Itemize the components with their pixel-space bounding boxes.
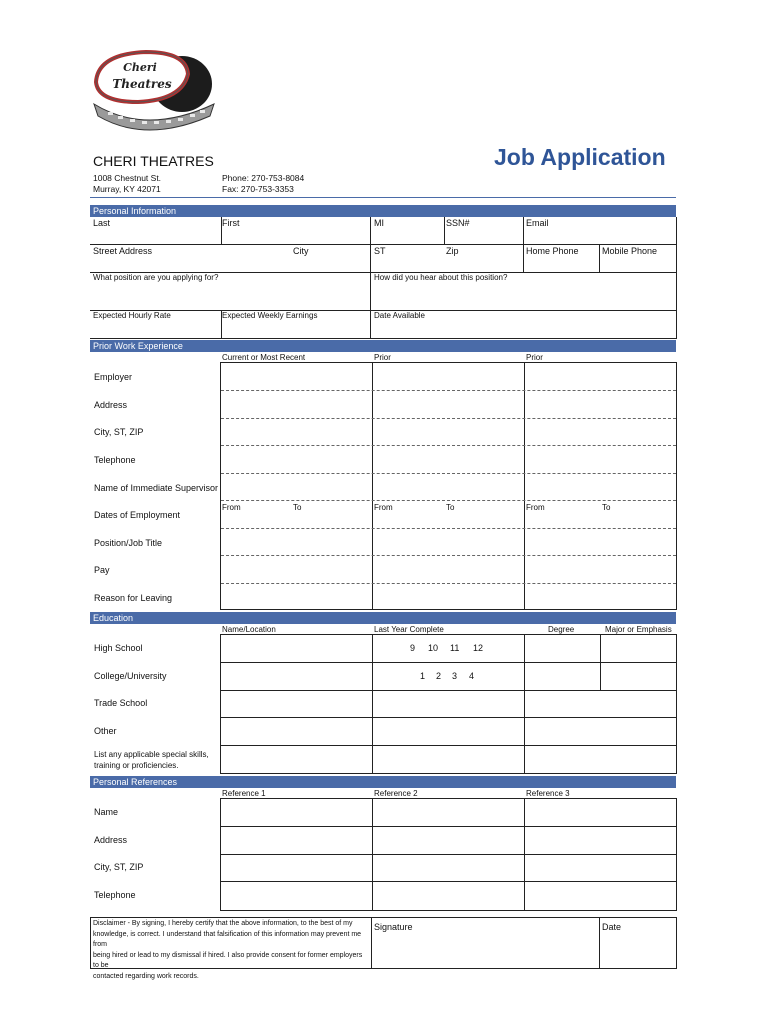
disclaimer-line1: Disclaimer - By signing, I hereby certify that the above information, to the best of my [93, 920, 353, 927]
edu-col-year: Last Year Complete [374, 625, 444, 634]
skills-line1: List any applicable special skills, [94, 750, 209, 759]
company-street: 1008 Chestnut St. [93, 173, 162, 183]
logo-line2: Theatres [112, 77, 172, 91]
cheri-theatres-logo [86, 44, 226, 136]
company-fax: Fax: 270-753-3353 [222, 184, 294, 194]
work-from-3: From [526, 503, 545, 512]
label-hourly-rate: Expected Hourly Rate [93, 311, 171, 320]
education-grid [220, 634, 677, 774]
hs-year-10: 10 [428, 643, 439, 653]
label-mobile-phone: Mobile Phone [602, 246, 658, 256]
label-zip: Zip [446, 246, 459, 256]
references-grid [220, 798, 677, 911]
label-date-available: Date Available [374, 311, 425, 320]
work-to-3: To [602, 503, 611, 512]
ref-col-2: Reference 2 [374, 789, 418, 798]
label-email: Email [526, 218, 549, 228]
skills-line2: training or proficiencies. [94, 761, 179, 770]
work-row-city: City, ST, ZIP [94, 427, 144, 437]
work-col-2: Prior [374, 353, 391, 362]
company-name: CHERI THEATRES [93, 153, 214, 169]
edu-row-other: Other [94, 726, 117, 736]
work-to-1: To [293, 503, 302, 512]
label-first: First [222, 218, 240, 228]
disclaimer-line3: being hired or lead to my dismissal if hired. I also provide consent for former employers to be [93, 951, 363, 969]
work-row-supervisor: Name of Immediate Supervisor [94, 483, 219, 493]
work-row-address: Address [94, 400, 128, 410]
label-city: City [293, 246, 309, 256]
work-row-reason: Reason for Leaving [94, 593, 173, 603]
disclaimer [93, 919, 369, 982]
label-home-phone: Home Phone [526, 246, 579, 256]
edu-row-highschool: High School [94, 643, 143, 653]
ref-row-telephone: Telephone [94, 890, 136, 900]
work-row-dates: Dates of Employment [94, 510, 181, 520]
work-from-2: From [374, 503, 393, 512]
college-year-4: 4 [469, 671, 475, 681]
ref-row-address: Address [94, 835, 128, 845]
edu-col-major: Major or Emphasis [605, 625, 672, 634]
date-label: Date [602, 922, 622, 932]
hs-year-9: 9 [410, 643, 416, 653]
label-last: Last [93, 218, 111, 228]
work-header: Prior Work Experience [90, 340, 676, 352]
work-grid [220, 362, 677, 610]
hs-year-11: 11 [450, 643, 460, 653]
edu-col-name: Name/Location [222, 625, 276, 634]
personal-info-header: Personal Information [90, 205, 676, 217]
header-rule [90, 197, 676, 198]
work-row-pay: Pay [94, 565, 110, 575]
hs-year-12: 12 [473, 643, 484, 653]
references-header: Personal References [90, 776, 676, 788]
label-mi: MI [374, 218, 384, 228]
ref-row-city: City, ST, ZIP [94, 862, 144, 872]
company-city: Murray, KY 42071 [93, 184, 161, 194]
education-header: Education [90, 612, 676, 624]
college-year-3: 3 [452, 671, 458, 681]
work-to-2: To [446, 503, 455, 512]
college-year-1: 1 [420, 671, 426, 681]
page-title: Job Application [494, 144, 666, 170]
work-col-3: Prior [526, 353, 543, 362]
edu-row-college: College/University [94, 671, 167, 681]
work-from-1: From [222, 503, 241, 512]
work-row-employer: Employer [94, 372, 133, 382]
disclaimer-line4: contacted regarding work records. [93, 972, 199, 980]
label-position: What position are you applying for? [93, 273, 219, 282]
disclaimer-line2: knowledge, is correct. I understand that falsification of this information may prevent me from [93, 930, 362, 948]
label-st: ST [374, 246, 386, 256]
company-phone: Phone: 270-753-8084 [222, 173, 305, 183]
college-year-2: 2 [436, 671, 442, 681]
work-col-1: Current or Most Recent [222, 353, 306, 362]
label-ssn: SSN# [446, 218, 470, 228]
logo-line1: Cheri [123, 61, 157, 74]
label-weekly-earnings: Expected Weekly Earnings [222, 311, 318, 320]
ref-col-3: Reference 3 [526, 789, 570, 798]
edu-row-trade: Trade School [94, 698, 148, 708]
signature-label: Signature [374, 922, 413, 932]
work-row-telephone: Telephone [94, 455, 136, 465]
label-heard: How did you hear about this position? [374, 273, 508, 282]
edu-col-degree: Degree [548, 625, 575, 634]
ref-col-1: Reference 1 [222, 789, 266, 798]
ref-row-name: Name [94, 807, 119, 817]
work-row-position: Position/Job Title [94, 538, 163, 548]
label-street: Street Address [93, 246, 153, 256]
